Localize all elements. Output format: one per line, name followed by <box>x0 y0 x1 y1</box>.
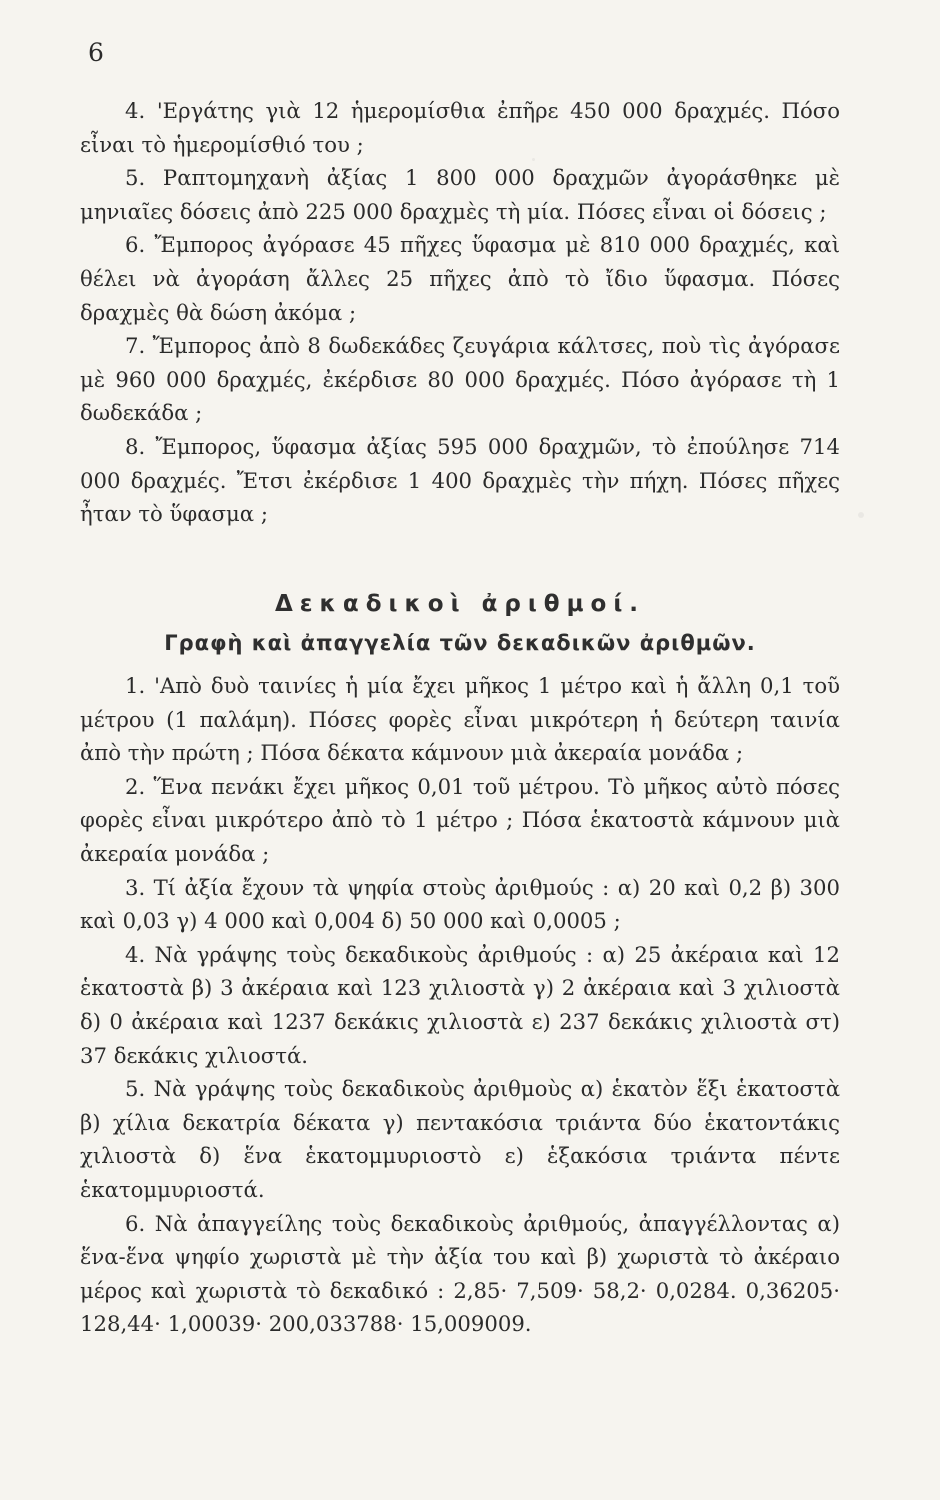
decimal-exercise-2: 2. Ἕνα πενάκι ἔχει μῆκος 0,01 τοῦ μέτρου. Τὸ μῆκος αὐτὸ πόσες φορὲς εἶναι μικρότερο ἀπὸ τὸ 1 μέτρο ; Πόσα ἑκατοστὰ κάμνουν μιὰ ἀκεραία μονάδα ; <box>80 773 840 866</box>
decimal-exercise-6: 6. Νὰ ἀπαγγείλης τοὺς δεκαδικοὺς ἀριθμούς, ἀπαγγέλλοντας α) ἕνα-ἕνα ψηφίο χωριστὰ μὲ τὴν ἀξία του καὶ β) χωριστὰ τὸ ἀκέραιο μέρος καὶ χωριστὰ τὸ δεκαδικό : 2,85· 7,509· 58,2· 0,0284. 0,36205· 128,44· 1,00039· 200,033788· 15,009009. <box>80 1210 840 1337</box>
problem-list-part-1 <box>80 94 840 531</box>
decimal-exercise-4: 4. Νὰ γράψης τοὺς δεκαδικοὺς ἀριθμούς : α) 25 ἀκέραια καὶ 12 ἑκατοστὰ β) 3 ἀκέραια καὶ 123 χιλιοστὰ γ) 2 ἀκέραια καὶ 3 χιλιοστὰ δ) 0 ἀκέραια καὶ 1237 δεκάκις χιλιοστὰ ε) 237 δεκάκις χιλιοστὰ στ) 37 δεκάκις χιλιοστά. <box>80 941 840 1068</box>
decimal-exercises-list <box>80 669 840 1341</box>
decimal-exercise-5: 5. Νὰ γράψης τοὺς δεκαδικοὺς ἀριθμοὺς α) ἑκατὸν ἕξι ἑκατοστὰ β) χίλια δεκατρία δέκατα γ) πεντακόσια τριάντα δύο ἑκατοντάκις χιλιοστὰ δ) ἕνα ἑκατομμυριοστὸ ε) ἑξακόσια τριάντα πέντε ἑκατομμυριοστά. <box>80 1076 840 1202</box>
section-subheading: Γραφὴ καὶ ἀπαγγελία τῶν δεκαδικῶν ἀριθμῶν. <box>164 631 756 656</box>
problem-item-6: 6. Ἔμπορος ἀγόρασε 45 πῆχες ὕφασμα μὲ 810 000 δραχμές, καὶ θέλει νὰ ἀγοράση ἄλλες 25 πῆχες ἀπὸ τὸ ἴδιο ὕφασμα. Πόσες δραχμὲς θὰ δώση ἀκόμα ; <box>80 232 840 325</box>
problem-item-7: 7. Ἔμπορος ἀπὸ 8 δωδεκάδες ζευγάρια κάλτσες, ποὺ τὶς ἀγόρασε μὲ 960 000 δραχμές, ἐκέρδισε 80 000 δραχμές. Πόσο ἀγόρασε τὴ 1 δωδεκάδα ; <box>80 333 840 426</box>
problem-item-4: 4. 'Εργάτης γιὰ 12 ἡμερομίσθια ἐπῆρε 450 000 δραχμές. Πόσο εἶναι τὸ ἡμερομίσθιό του ; <box>80 98 840 157</box>
scan-speck <box>532 158 535 161</box>
problem-item-8: 8. Ἔμπορος, ὕφασμα ἀξίας 595 000 δραχμῶν, τὸ ἐπούλησε 714 000 δραχμές. Ἔτσι ἐκέρδισε 1 400 δραχμὲς τὴν πήχη. Πόσες πῆχες ἦταν τὸ ὕφασμα ; <box>80 433 840 527</box>
section-heading: Δεκαδικοὶ ἀριθμοί. <box>274 591 646 618</box>
decimal-exercise-1: 1. 'Απὸ δυὸ ταινίες ἡ μία ἔχει μῆκος 1 μέτρο καὶ ἡ ἄλλη 0,1 τοῦ μέτρου (1 παλάμη). Πόσες φορὲς εἶναι μικρότερη ἡ δεύτερη ταινία ἀπὸ τὴν πρώτη ; Πόσα δέκατα κάμνουν μιὰ ἀκεραία μονάδα ; <box>80 673 840 766</box>
scan-speck <box>858 512 864 518</box>
page-number: 6 <box>88 38 104 67</box>
decimal-exercise-3: 3. Τί ἀξία ἔχουν τὰ ψηφία στοὺς ἀριθμούς : α) 20 καὶ 0,2 β) 300 καὶ 0,03 γ) 4 000 καὶ 0,004 δ) 50 000 καὶ 0,0005 ; <box>80 874 840 934</box>
problem-item-5: 5. Ραπτομηχανὴ ἀξίας 1 800 000 δραχμῶν ἀγοράσθηκε μὲ μηνιαῖες δόσεις ἀπὸ 225 000 δραχμὲς τὴ μία. Πόσες εἶναι οἱ δόσεις ; <box>80 165 840 224</box>
